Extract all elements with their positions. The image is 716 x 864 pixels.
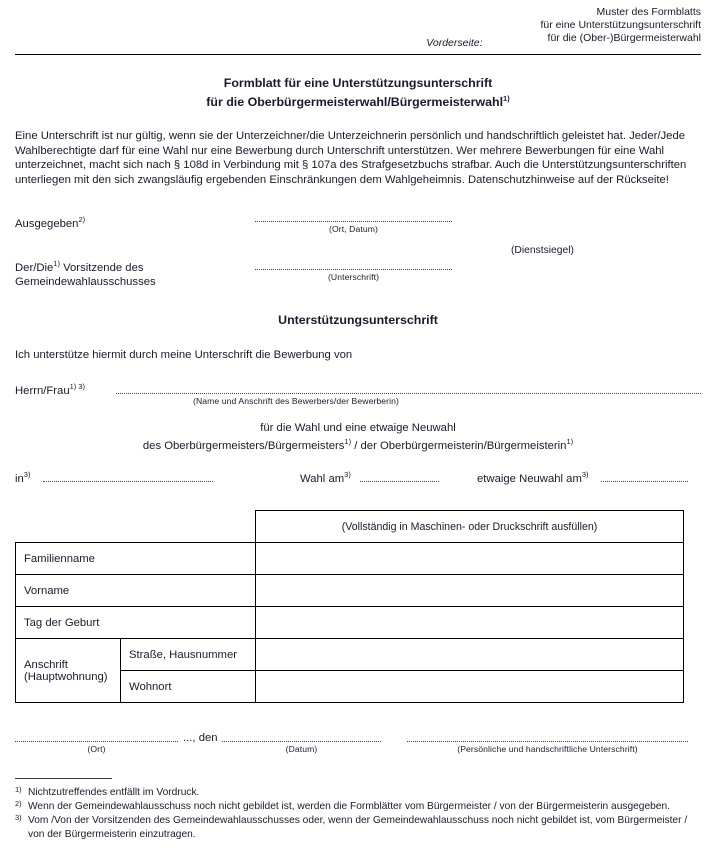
bottom-datum-input-line[interactable] [222,741,381,742]
ausgegeben-label [15,215,85,230]
bottom-unterschrift-input-line[interactable] [407,741,688,742]
bottom-unterschrift-field-group [407,741,688,754]
footnote-2-text: Wenn der Gemeindewahlausschuss noch nicht gebildet ist, werden die Formblätter vom Bürgermeister / von der Bürgermeisterin ausgegeben. [28,801,670,813]
header-title-block [541,6,702,46]
familienname-label: Familienname [16,543,256,575]
vorsitzende-text-a: Der/Die [15,261,54,274]
footnote-2 [15,800,701,813]
header-line-1: Muster des Formblatts [596,6,701,18]
bottom-unterschrift-caption: (Persönliche und handschriftliche Unterschrift) [457,744,638,755]
ort-datum-caption: (Ort, Datum) [329,223,378,234]
wahl-description [15,421,701,454]
in-label [15,470,30,485]
table-row [16,639,684,671]
wohnort-value[interactable] [256,671,684,703]
support-intro-text: Ich unterstütze hiermit durch meine Unterschrift die Bewerbung von [15,348,353,361]
bottom-ort-caption: (Ort) [87,744,106,755]
table-note-cell: (Vollständig in Maschinen- oder Druckschrift ausfüllen) [256,511,684,543]
neuwahl-footnote-ref: 3) [581,470,589,480]
page-title-line-2 [15,91,701,110]
ort-datum-field-group [255,221,452,234]
wohnort-label: Wohnort [121,671,256,703]
table-note-spacer-1 [16,511,121,543]
ausgegeben-text: Ausgegeben [15,217,79,230]
unterschrift-field-group [255,269,452,282]
page-title-footnote-ref: 1) [503,94,510,103]
footnotes-list [15,786,701,841]
herrn-frau-footnote-ref: 1) 3) [69,381,86,391]
table-note-spacer-2 [121,511,256,543]
bottom-den-label: ..., den [183,732,218,745]
page-title [15,75,701,110]
herrn-frau-field-group [116,393,701,406]
vorname-label: Vorname [16,575,256,607]
wahl-am-footnote-ref: 3) [344,470,351,480]
document-header [15,0,701,50]
ort-datum-input-line[interactable] [255,221,452,222]
wahl-am-label [300,470,351,485]
footnote-3 [15,814,701,840]
vorname-value[interactable] [256,575,684,607]
in-footnote-ref: 3) [23,470,31,480]
table-note-row [16,511,684,543]
vorderseite-label: Vorderseite: [426,37,483,49]
anschrift-label-line-1: Anschrift [24,658,68,671]
footnote-1-text: Nichtzutreffendes entfällt im Vordruck. [28,787,200,799]
page-title-line-2-text: für die Oberbürgermeisterwahl/Bürgermeisterwahl [206,95,504,110]
herrn-frau-caption: (Name und Anschrift des Bewerbers/der Bewerberin) [193,395,399,406]
vorsitzende-label [15,257,156,290]
wahl-am-input-line[interactable] [360,481,439,482]
herrn-frau-text: Herrn/Frau [15,384,70,397]
in-text: in [15,472,24,485]
header-line-2: für eine Unterstützungsunterschrift [540,19,701,32]
wahl-line-2-text-b: / der Oberbürgermeisterin/Bürgermeisterin [354,439,567,452]
anschrift-label-line-2: (Hauptwohnung) [24,670,108,683]
wahl-line-2-text-a: des Oberbürgermeisters/Bürgermeisters [142,439,345,452]
bottom-ort-field-group [15,741,178,754]
strasse-hausnummer-label: Straße, Hausnummer [121,639,256,671]
page-title-line-1: Formblatt für eine Unterstützungsunterschrift [223,76,493,90]
wahl-details-row [15,468,701,492]
bottom-datum-caption: (Datum) [285,744,318,755]
footnote-1 [15,786,701,799]
bottom-datum-field-group [222,741,381,754]
in-input-line[interactable] [43,481,213,482]
wahl-line-1: für die Wahl und eine etwaige Neuwahl [260,421,456,434]
header-line-3: für die (Ober-)Bürgermeisterwahl [547,32,701,45]
intro-paragraph: Eine Unterschrift ist nur gültig, wenn sie der Unterzeichner/die Unterzeichnerin persönlich und handschriftlich geleistet hat. Jeder/Jede Wahlberechtigte darf für eine Wahl nur eine Bewerbung durch Unterschrift unterstützen. Wer mehrere Bewerbungen für eine Wahl unterzeichnet, macht sich nach § 108d in Verbindung mit § 107a des Strafgesetzbuchs strafbar. Auch die Unterstützungsunterschriften unterliegen mit den sich zwangsläufig ergebenden Einschränkungen dem Wahlgeheimnis. Datenschutzhinweise auf der Rückseite! [15,130,687,186]
tag-der-geburt-value[interactable] [256,607,684,639]
vorsitzende-line-2: Gemeindewahlausschusses [15,275,156,288]
wahl-line-2 [15,435,701,453]
neuwahl-input-line[interactable] [601,481,688,482]
table-row [16,575,684,607]
tag-der-geburt-label: Tag der Geburt [16,607,256,639]
neuwahl-label [477,470,589,485]
familienname-value[interactable] [256,543,684,575]
wahl-am-text: Wahl am [300,472,345,485]
vorsitzende-footnote-ref: 1) [53,258,60,268]
vorsitzende-text-b: Vorsitzende des [63,261,144,274]
neuwahl-text: etwaige Neuwahl am [477,472,582,485]
ausgegeben-footnote-ref: 2) [78,214,86,224]
section-title-unterstuetzungsunterschrift: Unterstützungsunterschrift [278,312,438,327]
vorsitzende-line-1 [15,257,156,275]
header-divider [15,54,701,55]
anschrift-label [16,639,121,703]
herrn-frau-row [15,382,701,410]
footnote-1-marker: 1) [15,785,22,795]
issued-block [15,209,701,301]
strasse-hausnummer-value[interactable] [256,639,684,671]
dienstsiegel-label: (Dienstsiegel) [511,244,574,256]
herrn-frau-label [15,382,85,397]
footnote-2-marker: 2) [15,799,22,809]
footnote-divider [15,778,112,779]
table-row [16,543,684,575]
personal-data-table [15,510,684,703]
wahl-line-2-footnote-ref-2: 1) [566,436,574,446]
wahl-line-2-footnote-ref-1: 1) [344,436,352,446]
unterschrift-input-line[interactable] [255,269,452,270]
bottom-signature-row [15,730,701,764]
table-row [16,607,684,639]
herrn-frau-input-line[interactable] [116,393,701,394]
unterschrift-caption: (Unterschrift) [327,271,380,282]
footnote-3-marker: 3) [15,813,22,823]
footnote-3-text: Vom /Von der Vorsitzenden des Gemeindewahlausschusses oder, wenn der Gemeindewahlausschuss noch nicht gebildet ist, vom Bürgermeister / von der Bürgermeisterin einzutragen. [28,815,688,840]
bottom-ort-input-line[interactable] [15,741,178,742]
